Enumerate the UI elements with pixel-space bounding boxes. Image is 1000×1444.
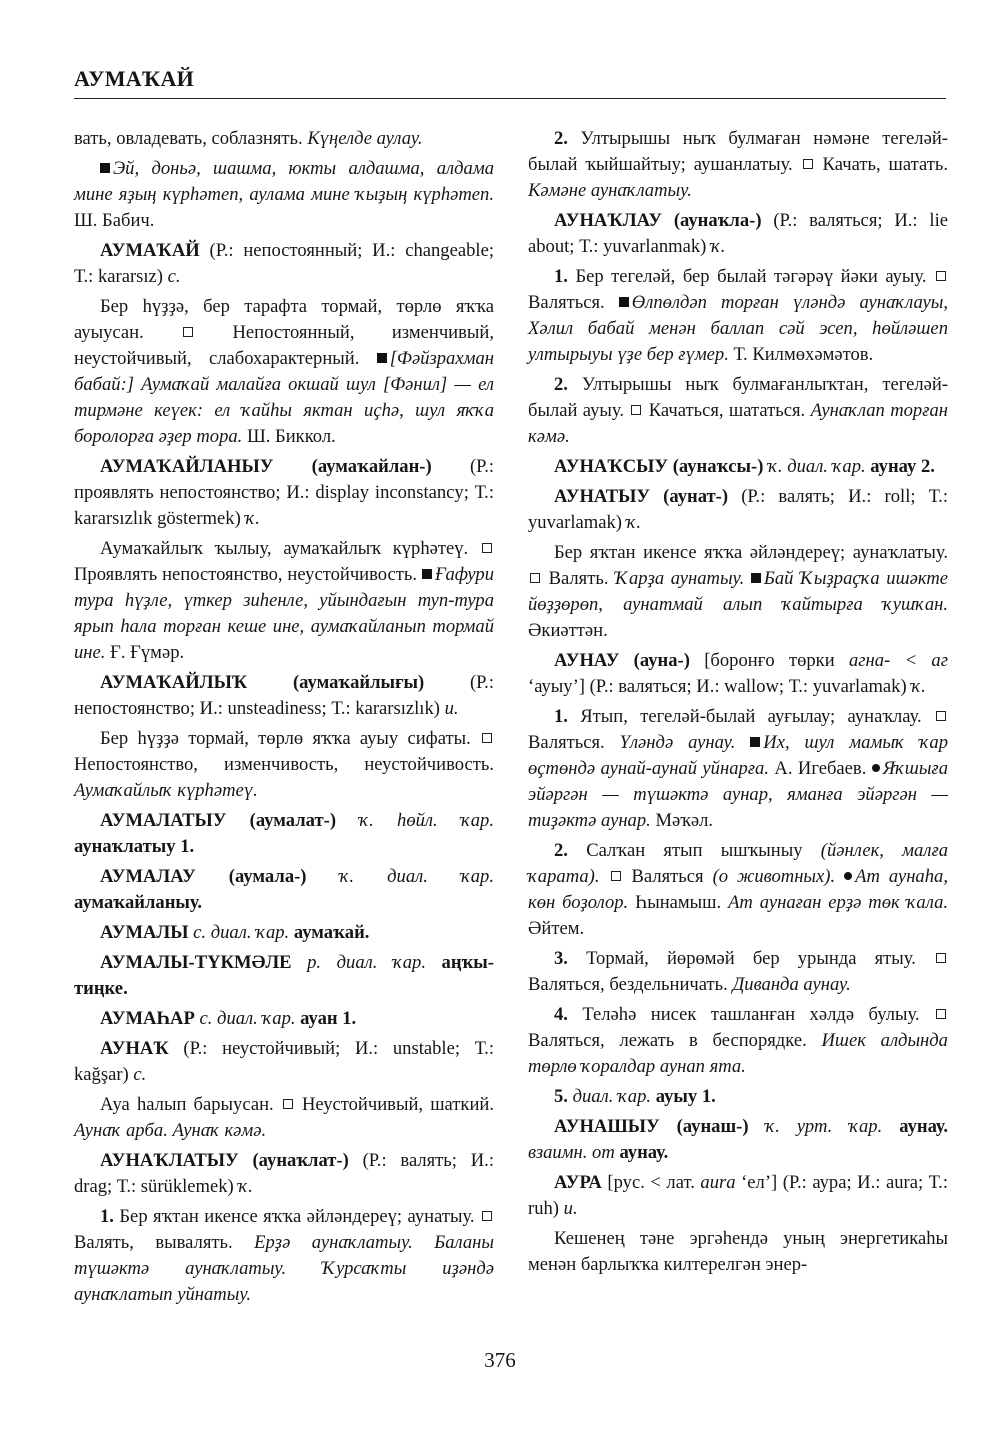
entry-text: Непостоянный, изменчивый, неустойчивый, слабохарактерный. — [74, 322, 495, 369]
entry-text: Бер яҡтан икенсе яҡҡа əйлəндереү; аунаҡлатыу. — [554, 542, 948, 563]
entry-text: Бер һүҙҙə тормай, төрлө яҡҡа ауыу сифаты. — [100, 728, 480, 749]
running-head: АУМАҠАЙ — [74, 66, 195, 91]
headword-text: 1. — [100, 1206, 114, 1227]
italic-text: ҡ. диал. ҡар. — [763, 456, 866, 477]
dictionary-paragraph — [74, 1036, 494, 1088]
translation-marker-icon — [936, 711, 946, 721]
italic-text: Ерҙə аунаҡлатыу. Баланы түшəктə аунаҡлатыу. Ҡурсаҡты иҙəндə аунаҡлатып уйнатыу. — [74, 1232, 494, 1305]
entry-text: Валять, вывалять. — [74, 1232, 255, 1253]
italic-text: [Фəйзрахман бабай:] Аумаҡай малайға окшай шул [Фəнил] — ел тирмəне кеүек: ел ҡайһы яктан иҫһə, шул яҡҡа боролорға əҙер тора. — [74, 348, 494, 447]
headword-text: 1. — [554, 266, 568, 287]
italic-text: Ат аунаһа, көн боҙолор. — [528, 866, 948, 913]
italic-text: взаимн. от — [528, 1142, 615, 1163]
dictionary-paragraph — [74, 126, 494, 152]
dictionary-paragraph — [74, 1204, 494, 1308]
entry-text: Бер тегелəй, бер былай тəгəрəү йəки ауыу. — [567, 266, 934, 287]
translation-marker-icon — [283, 1099, 293, 1109]
translation-marker-icon — [936, 271, 946, 281]
dictionary-paragraph — [528, 372, 948, 450]
entry-text: (Р.: непостоянство; И.: unsteadiness; Т.: kararsızlık) — [74, 672, 494, 719]
headword-text: АУМАЛЫ-ТҮКМƏЛЕ — [100, 952, 292, 973]
italic-text: с. — [133, 1064, 147, 1085]
headword-text: аумаҡайланыу. — [74, 892, 203, 913]
dictionary-paragraph — [528, 1084, 948, 1110]
italic-text: Кəмəне аунаҡлатыу. — [528, 180, 692, 201]
entry-text: Валяться, лежать в беспорядке. — [528, 1030, 822, 1051]
entry-text: Валяться — [622, 866, 713, 887]
italic-text: Үлəндə аунау. — [619, 732, 736, 753]
italic-text: Ғафури тура һүҙле, үткер зиһенле, уйындағын туп-тура ярып һала торған кеше ине, аумаҡайланып тормай ине. — [74, 564, 494, 663]
dictionary-paragraph — [74, 920, 494, 946]
dictionary-paragraph — [74, 1006, 494, 1032]
entry-text: [рус. < лат. — [601, 1172, 701, 1193]
entry-text: Мəҡəл. — [650, 810, 714, 831]
dictionary-paragraph — [74, 1092, 494, 1144]
translation-marker-icon — [611, 871, 621, 881]
entry-text: Əкиəттəн. — [528, 620, 608, 641]
italic-text: диал. ҡар. — [567, 1086, 652, 1107]
example-marker-icon — [100, 163, 110, 173]
translation-marker-icon — [803, 159, 813, 169]
italic-text: aura — [700, 1172, 736, 1193]
entry-text: Телəһə нисек ташланған хəлдə булыу. — [567, 1004, 934, 1025]
headword-text: аунау. — [882, 1116, 949, 1137]
dictionary-paragraph — [74, 454, 494, 532]
dictionary-paragraph — [528, 838, 948, 942]
entry-text: [боронғо төрки — [689, 650, 849, 671]
dictionary-paragraph — [74, 156, 494, 234]
italic-text: и. — [563, 1198, 578, 1219]
translation-marker-icon — [936, 1009, 946, 1019]
italic-text: ҡ. диал. ҡар. — [306, 866, 494, 887]
entry-text: Ш. Биккол. — [242, 426, 336, 447]
dictionary-paragraph — [528, 1002, 948, 1080]
italic-text: Яҡшыға эйəргəн — түшəктə аунар, яманға эйəргəн — тиҙəктə аунар. — [528, 758, 948, 831]
dictionary-paragraph — [74, 536, 494, 666]
entry-text: А. Игебаев. — [769, 758, 872, 779]
entry-text: (Р.: проявлять непостоянство; И.: display inconstancy; Т.: kararsızlık göstermek) — [74, 456, 495, 529]
headword-text: аунау 2. — [865, 456, 935, 477]
translation-marker-icon — [936, 953, 946, 963]
italic-text: ҡ. — [238, 1176, 253, 1197]
page-number: 376 — [484, 1348, 516, 1372]
example-marker-icon — [751, 573, 761, 583]
dictionary-paragraph — [528, 126, 948, 204]
example-marker-icon — [619, 297, 629, 307]
dictionary-paragraph — [74, 238, 494, 290]
dictionary-paragraph — [528, 264, 948, 368]
example-marker-icon — [750, 737, 760, 747]
entry-text: Ш. Бабич. — [74, 210, 155, 231]
italic-text: (йəнлек, малға ҡарата). — [528, 840, 948, 887]
translation-marker-icon — [482, 1211, 492, 1221]
entry-text — [600, 866, 609, 887]
headword-text: АУМАҠАЙЛАНЫУ (аумаҡайлан-) — [100, 456, 432, 477]
italic-text: агна- < аг — [848, 650, 948, 671]
entry-text: Ятып, тегелəй-былай ауғылау; аунаҡлау. — [567, 706, 934, 727]
dictionary-paragraph — [74, 950, 494, 1002]
right-column — [528, 126, 948, 1278]
entry-text: Салҡан ятып ышҡыныу — [567, 840, 821, 861]
translation-marker-icon — [183, 327, 193, 337]
entry-text: Качаться, шататься. — [643, 400, 811, 421]
entry-text: Ауа һалып барыусан. — [100, 1094, 281, 1115]
dictionary-paragraph — [74, 726, 494, 804]
entry-text: Неустойчивый, шаткий. — [294, 1094, 494, 1115]
header-rule — [74, 98, 946, 99]
italic-text: Ишек алдында төрлө ҡоралдар аунап ята. — [528, 1030, 948, 1077]
headword-text: АУНАУ (ауна-) — [554, 650, 690, 671]
entry-text: (Р.: валять; И.: roll; Т.: yuvarlamak) — [528, 486, 948, 533]
italic-text: с. диал. ҡар. — [188, 922, 290, 943]
dictionary-paragraph — [528, 208, 948, 260]
italic-text: Бай Ҡыҙраҫҡа ишəкте йөҙҙөрөп, аунатмай алып ҡайтырға ҡушҡан. — [528, 568, 949, 615]
headword-text: ауан 1. — [295, 1008, 357, 1029]
dictionary-paragraph — [528, 484, 948, 536]
entry-text: Проявлять непостоянство, неустойчивость. — [74, 564, 422, 585]
italic-text: ҡ. — [711, 236, 726, 257]
dictionary-paragraph — [74, 294, 494, 450]
italic-text: Эй, доньə, шашма, юкты алдашма, алдама мине яҙың күрһəтеп, аулама мине ҡыҙың күрһəтеп. — [74, 158, 494, 205]
headword-text: АУНАҠЛАУ (аунаҡла-) — [554, 210, 762, 231]
translation-marker-icon — [631, 405, 641, 415]
headword-text: аунау. — [614, 1142, 669, 1163]
italic-text: Их, шул мамыҡ ҡар өҫтөндə аунай-аунай уйнарға. — [528, 732, 949, 779]
entry-text — [835, 866, 844, 887]
example-marker-icon — [422, 569, 432, 579]
headword-text: 2. — [554, 128, 568, 149]
headword-text: 3. — [554, 948, 568, 969]
italic-text: (о животных). — [712, 866, 836, 887]
italic-text: Аунаҡ арба. Аунаҡ кəмə. — [74, 1120, 267, 1141]
italic-text: Өлпөлдəп торған үлəндə аунаҡлауы, Хəлил бабай менəн баллап сəй эсеп, һөйлəшеп ултырыуы үҙе бер ғүмер. — [528, 292, 948, 365]
entry-text: Бер яҡтан икенсе яҡҡа əйлəндереү; аунатыу. — [113, 1206, 480, 1227]
entry-text: Аумаҡайлыҡ ҡылыу, аумаҡайлыҡ күрһəтеү. — [100, 538, 480, 559]
headword-text: АУНАҠСЫУ (аунаҡсы-) — [554, 456, 764, 477]
proverb-marker-icon — [872, 764, 880, 772]
headword-text: АУНАҠЛАТЫУ (аунаҡлат-) — [100, 1150, 349, 1171]
dictionary-paragraph — [74, 864, 494, 916]
headword-text: АУРА — [554, 1172, 602, 1193]
dictionary-paragraph — [528, 540, 948, 644]
italic-text: Күңелде аулау. — [307, 128, 423, 149]
headword-text: АУМАЛАТЫУ (аумалат-) — [100, 810, 337, 831]
headword-text: 4. — [554, 1004, 568, 1025]
headword-text: АУМАҠАЙЛЫҠ (аумаҡайлығы) — [100, 672, 425, 693]
headword-text: 2. — [554, 374, 568, 395]
dictionary-paragraph — [74, 808, 494, 860]
italic-text: с. диал. ҡар. — [194, 1008, 296, 1029]
translation-marker-icon — [530, 573, 540, 583]
entry-text: Качать, шатать. — [814, 154, 949, 175]
headword-text: АУНАҠ — [100, 1038, 169, 1059]
entry-text: ‘ауыу’] (Р.: валяться; И.: wallow; Т.: yuvarlamak) — [528, 676, 912, 697]
proverb-marker-icon — [844, 872, 852, 880]
entry-text: Валяться. — [528, 732, 620, 753]
headword-text: АУНАШЫУ (аунаш-) — [554, 1116, 749, 1137]
italic-text: ҡ. һөйл. ҡар. — [336, 810, 494, 831]
italic-text: ҡ. урт. ҡар. — [748, 1116, 883, 1137]
entry-text: Т. Килмөхəмəтов. — [728, 344, 874, 365]
italic-text: с. — [167, 266, 181, 287]
entry-text: ‘ел’] (Р.: аура; И.: aura; Т.: ruh) — [528, 1172, 948, 1219]
entry-text: Валяться, бездельничать. — [528, 974, 733, 995]
translation-marker-icon — [482, 543, 492, 553]
dictionary-paragraph — [528, 454, 948, 480]
headword-text: АУМАЛАУ (аумала-) — [100, 866, 307, 887]
entry-text: Валяться. — [528, 292, 619, 313]
entry-text: Ултырышы ныҡ булмағанлыҡтан, тегелəй-былай ауыу. — [528, 374, 948, 421]
headword-text: АУМАҺАР — [100, 1008, 195, 1029]
headword-text: АУНАТЫУ (аунат-) — [554, 486, 729, 507]
entry-text: Ултырышы ныҡ булмаған нəмəне тегелəй-былай ҡыйшайтыу; аушанлатыу. — [528, 128, 948, 175]
entry-text: вать, овладевать, соблазнять. — [74, 128, 308, 149]
headword-text: 5. — [554, 1086, 568, 1107]
headword-text: аумаҡай. — [289, 922, 370, 943]
headword-text: аунаҡлатыу 1. — [74, 836, 195, 857]
entry-text — [735, 732, 750, 753]
entry-text: Тормай, йөрөмəй бер урында ятыу. — [567, 948, 934, 969]
dictionary-paragraph — [528, 946, 948, 998]
dictionary-paragraph — [528, 704, 948, 834]
entry-text: Кешенең тəне эргəһендə уның энергетикаһы менəн барлыҡҡа килтерелгəн энер- — [528, 1228, 948, 1275]
dictionary-paragraph — [74, 1148, 494, 1200]
italic-text: р. диал. ҡар. — [291, 952, 426, 973]
headword-text: АУМАЛЫ — [100, 922, 189, 943]
entry-text: Һынамыш. — [628, 892, 729, 913]
headword-text: 2. — [554, 840, 568, 861]
italic-text: ҡ. — [245, 508, 260, 529]
entry-text: Бер һүҙҙə, бер тарафта тормай, төрлө яҡҡа ауыусан. — [74, 296, 494, 343]
translation-marker-icon — [482, 733, 492, 743]
dictionary-paragraph — [528, 1114, 948, 1166]
entry-text: (Р.: валять; И.: drag; Т.: sürüklemek) — [74, 1150, 494, 1197]
entry-text: Валять. — [542, 568, 616, 589]
italic-text: и. — [444, 698, 459, 719]
italic-text: Аунаҡлап торған кəмə. — [528, 400, 948, 447]
headword-text: АУМАҠАЙ — [100, 240, 200, 261]
entry-text: (Р.: непостоянный; И.: changeable; Т.: kararsız) — [74, 240, 494, 287]
headword-text: аңҡы-тиңке. — [74, 952, 494, 999]
entry-text: Ғ. Ғүмəр. — [105, 642, 185, 663]
left-column — [74, 126, 494, 1308]
entry-text: Əйтем. — [528, 918, 585, 939]
italic-text: ҡ. — [626, 512, 642, 533]
dictionary-paragraph — [528, 1170, 948, 1222]
entry-text: (Р.: неустойчивый; И.: unstable; Т.: kağşar) — [74, 1038, 494, 1085]
entry-text — [744, 568, 751, 589]
italic-text: Ат аунаған ерҙə төк ҡала. — [728, 892, 949, 913]
italic-text: ҡ. — [911, 676, 926, 697]
entry-text: (Р.: валяться; И.: lie about; Т.: yuvarlanmak) — [528, 210, 948, 257]
headword-text: 1. — [554, 706, 568, 727]
example-marker-icon — [377, 353, 387, 363]
dictionary-paragraph — [528, 1226, 948, 1278]
italic-text: Ҡарҙа аунатыу. — [615, 568, 745, 589]
headword-text: ауыу 1. — [651, 1086, 716, 1107]
italic-text: Аумаҡайлыҡ күрһəтеү. — [74, 780, 258, 801]
dictionary-paragraph — [74, 670, 494, 722]
entry-text: Непостоянство, изменчивость, неустойчивость. — [74, 754, 494, 775]
dictionary-paragraph — [528, 648, 948, 700]
italic-text: Диванда аунау. — [732, 974, 851, 995]
